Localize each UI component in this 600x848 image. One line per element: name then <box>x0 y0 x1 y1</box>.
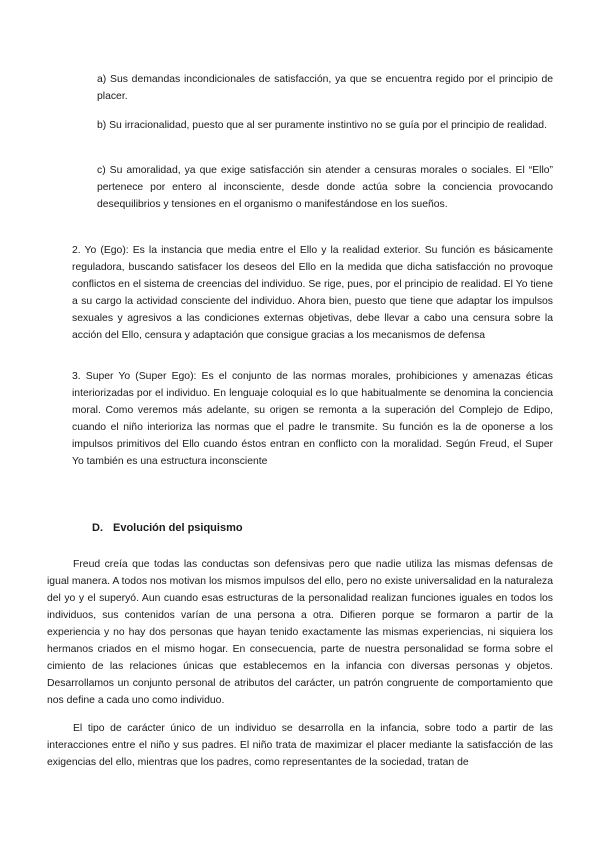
section-heading <box>92 520 243 537</box>
list-item-a: a) Sus demandas incondicionales de satisfacción, ya que se encuentra regido por el principio de placer. <box>97 74 553 102</box>
list-item-b: b) Su irracionalidad, puesto que al ser puramente instintivo no se guía por el principio de realidad. <box>97 120 547 131</box>
body-paragraph-2: El tipo de carácter único de un individuo se desarrolla en la infancia, sobre todo a partir de las interacciones entre el niño y sus padres. El niño trata de maximizar el placer mediante la satisfacción de las exigencias del ello, mientras que los padres, como representantes de la sociedad, tratan de <box>47 723 553 768</box>
section-label: D. <box>92 522 103 534</box>
numbered-item-yo: 2. Yo (Ego): Es la instancia que media entre el Ello y la realidad exterior. Su función es básicamente reguladora, buscando satisfacer los deseos del Ello en la medida que dicha satisfacción no provoque conflictos en el sistema de creencias del individuo. Se rige, pues, por el principio de realidad. El Yo tiene a su cargo la actividad consciente del individuo. Ahora bien, puesto que tiene que adaptar los impulsos sexuales y agresivos a las condiciones externas objetivas, debe llevar a cabo una censura sobre la acción del Ello, censura y adaptación que consigue gracias a los mecanismos de defensa <box>72 245 553 341</box>
body-paragraph-1: Freud creía que todas las conductas son defensivas pero que nadie utiliza las mismas defensas de igual manera. A todos nos motivan los mismos impulsos del ello, pero no existe universalidad en la naturaleza del yo y el superyó. Aun cuando esas estructuras de la personalidad realizan funciones iguales en todos los individuos, sus contenidos varían de una persona a otra. Difieren porque se formaron a partir de la experiencia y no hay dos personas que hayan tenido exactamente las mismas experiencias, ni siquiera los hermanos criados en el mismo hogar. En consecuencia, parte de nuestra personalidad se forma sobre el cimiento de las relaciones únicas que establecemos en la infancia con diversas personas y objetos. Desarrollamos un conjunto personal de atributos del carácter, un patrón congruente de comportamiento que nos define a cada uno como individuo. <box>47 559 553 706</box>
list-item-c: c) Su amoralidad, ya que exige satisfacción sin atender a censuras morales o sociales. El “Ello” pertenece por entero al inconsciente, desde donde actúa sobre la conciencia provocando desequilibrios y tensiones en el organismo o manifestándose en los sueños. <box>97 165 553 210</box>
numbered-item-super-yo: 3. Super Yo (Super Ego): Es el conjunto de las normas morales, prohibiciones y amenazas éticas interiorizadas por el individuo. En lenguaje coloquial es lo que habitualmente se denomina la conciencia moral. Como veremos más adelante, su origen se remonta a la superación del Complejo de Edipo, cuando el niño interioriza las normas que el padre le transmite. Su función es la de oponerse a los impulsos primitivos del Ello cuando éstos entran en conflicto con la moralidad. Según Freud, el Super Yo también es una estructura inconsciente <box>72 371 553 467</box>
section-title: Evolución del psiquismo <box>113 522 243 534</box>
